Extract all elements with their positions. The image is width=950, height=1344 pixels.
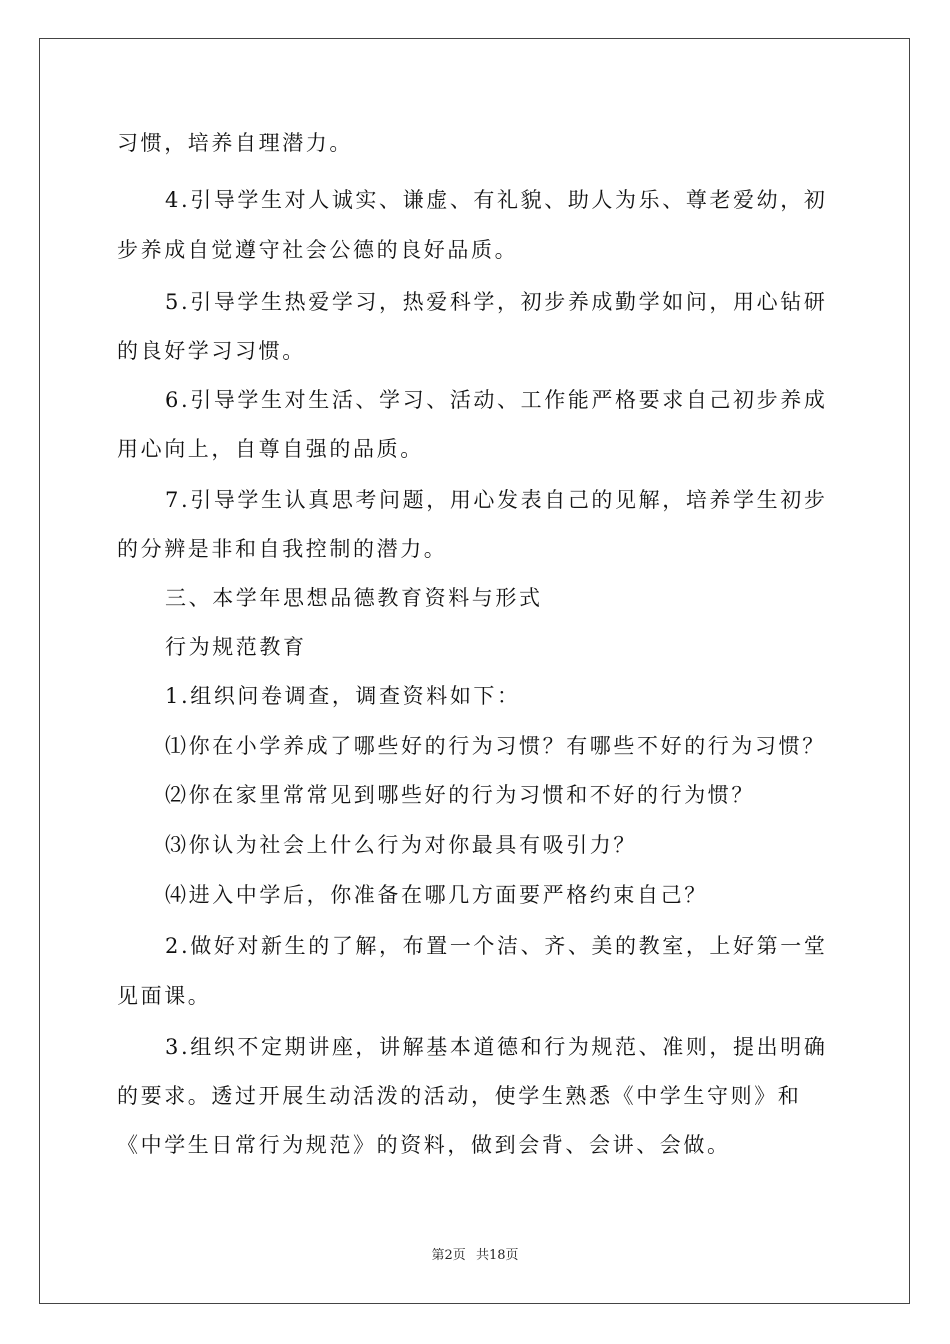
text-line: 的分辨是非和自我控制的潜力。 — [117, 537, 448, 561]
subheading: 行为规范教育 — [165, 635, 307, 659]
section-heading: 三、本学年思想品德教育资料与形式 — [165, 586, 543, 610]
survey-question: ⑵你在家里常常见到哪些好的行为习惯和不好的行为惯？ — [165, 783, 755, 807]
survey-question: ⑶你认为社会上什么行为对你最具有吸引力？ — [165, 833, 637, 857]
survey-question: ⑴你在小学养成了哪些好的行为习惯？有哪些不好的行为习惯？ — [165, 734, 826, 758]
text-line: 6.引导学生对生活、学习、活动、工作能严格要求自己初步养成 — [165, 388, 828, 412]
text-line: 7.引导学生认真思考问题，用心发表自己的见解，培养学生初步 — [165, 488, 828, 512]
text-line: 2.做好对新生的了解，布置一个洁、齐、美的教室，上好第一堂 — [165, 934, 828, 958]
text-line: 1.组织问卷调查，调查资料如下： — [165, 684, 521, 708]
text-line: 的要求。透过开展生动活泼的活动，使学生熟悉《中学生守则》和 — [117, 1084, 802, 1108]
text-line: 4.引导学生对人诚实、谦虚、有礼貌、助人为乐、尊老爱幼，初 — [165, 188, 828, 212]
text-line: 5.引导学生热爱学习，热爱科学，初步养成勤学如问，用心钻研 — [165, 290, 828, 314]
page-border — [39, 38, 910, 1304]
total-pages: 共18页 — [475, 1248, 519, 1263]
text-line: 的良好学习习惯。 — [117, 339, 306, 363]
text-line: 《中学生日常行为规范》的资料，做到会背、会讲、会做。 — [117, 1133, 731, 1157]
text-line: 步养成自觉遵守社会公德的良好品质。 — [117, 238, 519, 262]
text-line: 习惯，培养自理潜力。 — [117, 131, 353, 155]
page-footer — [0, 1247, 950, 1265]
text-line: 用心向上，自尊自强的品质。 — [117, 437, 424, 461]
text-line: 见面课。 — [117, 984, 212, 1008]
text-line: 3.组织不定期讲座，讲解基本道德和行为规范、准则，提出明确 — [165, 1035, 828, 1059]
survey-question: ⑷进入中学后，你准备在哪几方面要严格约束自己？ — [165, 883, 708, 907]
page-number: 第2页 — [431, 1248, 466, 1263]
